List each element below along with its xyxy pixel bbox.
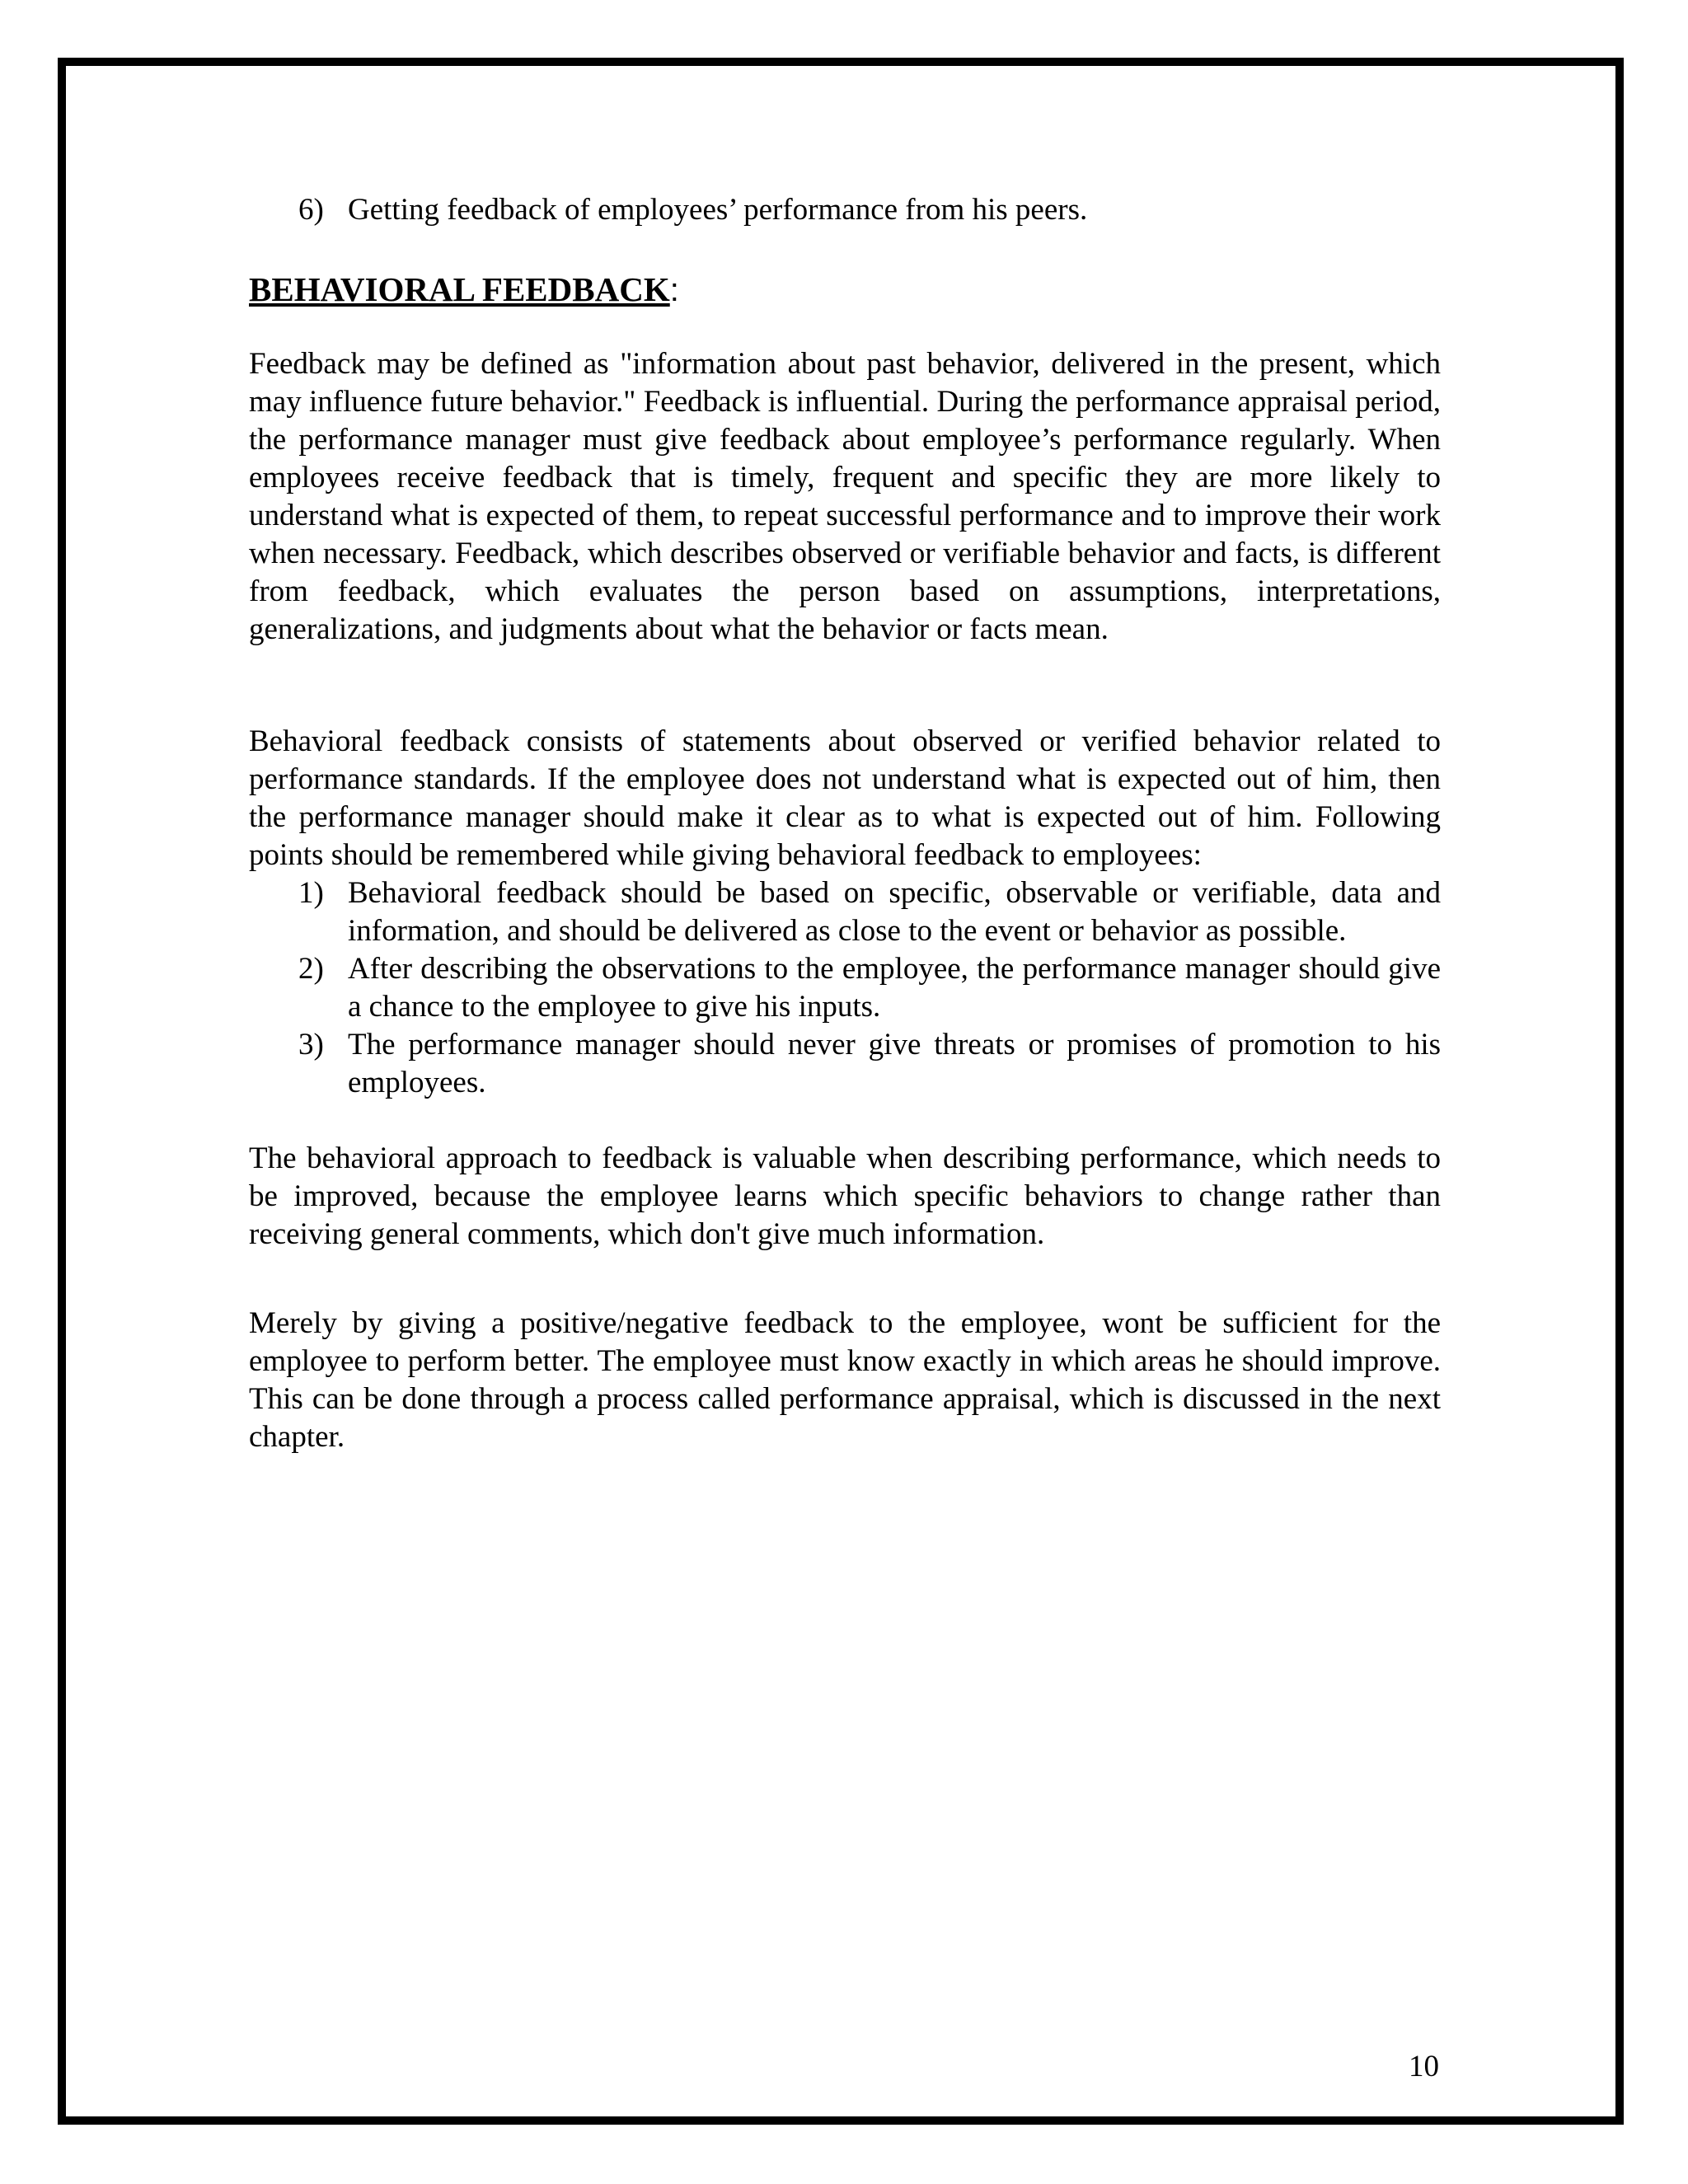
page-number: 10 [1409, 2050, 1439, 2083]
list-text: The performance manager should never give threats or promises of promotion to his employees. [348, 1028, 1441, 1099]
list-text: After describing the observations to the employee, the performance manager should give a chance to the employee to give his inputs. [348, 952, 1441, 1024]
heading-text: BEHAVIORAL FEEDBACK [249, 270, 670, 308]
list-number: 1) [298, 876, 324, 910]
list-number: 3) [298, 1028, 324, 1062]
list-text: Behavioral feedback should be based on specific, observable or verifiable, data and information, and should be delivered as close to the event or behavior as possible. [348, 876, 1441, 948]
paragraph-behavioral: Behavioral feedback consists of statements about observed or verified behavior related to performance standards. If the employee does not understand what is expected out of him, then the performance manager should make it clear as to what is expected out of him. Following points should be remembered while giving behavioral feedback to employees: [249, 724, 1441, 872]
page-content [249, 191, 1441, 1456]
list-item-2 [298, 950, 1441, 1026]
list-item-1 [298, 874, 1441, 950]
section-heading [249, 267, 1441, 312]
list-text: Getting feedback of employees’ performance from his peers. [348, 193, 1088, 227]
list-item-3 [298, 1026, 1441, 1102]
list-number: 6) [298, 193, 324, 227]
paragraph-approach: The behavioral approach to feedback is valuable when describing performance, which needs to be improved, because the employee learns which specific behaviors to change rather than receiving general comments, which don't give much information. [249, 1141, 1441, 1251]
paragraph-definition: Feedback may be defined as "information about past behavior, delivered in the present, which may influence future behavior." Feedback is influential. During the performance appraisal period, the performance manager must give feedback about employee’s performance regularly. When employees receive feedback that is timely, frequent and specific they are more likely to understand what is expected of them, to repeat successful performance and to improve their work when necessary. Feedback, which describes observed or verifiable behavior and facts, is different from feedback, which evaluates the person based on assumptions, interpretations, generalizations, and judgments about what the behavior or facts mean. [249, 347, 1441, 646]
list-number: 2) [298, 952, 324, 986]
list-item-6 [298, 191, 1441, 229]
paragraph-merely: Merely by giving a positive/negative feedback to the employee, wont be sufficient for the employee to perform better. The employee must know exactly in which areas he should improve. This can be done through a process called performance appraisal, which is discussed in the next chapter. [249, 1306, 1441, 1454]
heading-colon: : [669, 272, 679, 308]
